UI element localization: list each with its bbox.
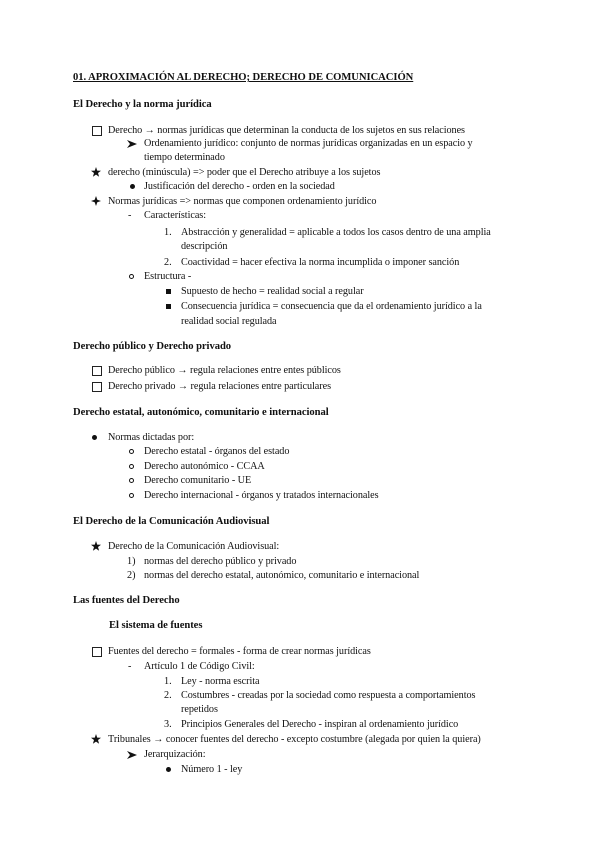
subsection-heading-sistema-fuentes: El sistema de fuentes xyxy=(109,620,203,631)
checkbox-icon[interactable] xyxy=(92,126,102,136)
list-number: 3. xyxy=(164,719,172,730)
dot-bullet-icon xyxy=(130,184,135,189)
list-item: Características: xyxy=(144,210,206,221)
list-number: 1. xyxy=(164,227,172,238)
list-item: Derecho autonómico - CCAA xyxy=(144,461,265,472)
list-item: Fuentes del derecho = formales - forma de crear normas jurídicas xyxy=(108,646,371,657)
arrowhead-bullet-icon xyxy=(127,751,137,759)
square-bullet-icon xyxy=(166,289,171,294)
list-item: Derecho estatal - órganos del estado xyxy=(144,446,290,457)
list-item: normas del derecho público y privado xyxy=(144,556,297,567)
list-number: 2. xyxy=(164,690,172,701)
section-heading-comunicacion-audiovisual: El Derecho de la Comunicación Audiovisual xyxy=(73,516,270,527)
list-item: Coactividad = hacer efectiva la norma incumplida o imponer sanción xyxy=(181,257,460,268)
checkbox-icon[interactable] xyxy=(92,647,102,657)
arrowhead-bullet-icon xyxy=(127,140,137,148)
star-bullet-icon xyxy=(91,167,101,177)
checkbox-icon[interactable] xyxy=(92,382,102,392)
list-item: Ordenamiento jurídico: conjunto de normas jurídicas organizadas en un espacio y xyxy=(144,138,473,149)
list-item: repetidos xyxy=(181,704,218,715)
list-item: Derecho privado → regula relaciones entre particulares xyxy=(108,381,332,392)
list-item: Abstracción y generalidad = aplicable a todos los casos dentro de una amplia xyxy=(181,227,491,238)
list-item: Derecho público → regula relaciones entre entes públicos xyxy=(108,365,341,376)
dash-bullet: - xyxy=(128,210,132,221)
list-item: Consecuencia jurídica = consecuencia que da el ordenamiento jurídico a la xyxy=(181,301,482,312)
dot-bullet-icon xyxy=(166,767,171,772)
section-heading-derecho-norma: El Derecho y la norma jurídica xyxy=(73,99,212,110)
circle-bullet-icon xyxy=(129,274,134,279)
list-item: derecho (minúscula) => poder que el Derecho atribuye a los sujetos xyxy=(108,167,381,178)
list-number: 1. xyxy=(164,676,172,687)
list-item: Ley - norma escrita xyxy=(181,676,260,687)
circle-bullet-icon xyxy=(129,493,134,498)
list-number: 2. xyxy=(164,257,172,268)
list-item: Normas dictadas por: xyxy=(108,432,195,443)
section-heading-fuentes: Las fuentes del Derecho xyxy=(73,595,180,606)
square-bullet-icon xyxy=(166,304,171,309)
list-item: Número 1 - ley xyxy=(181,764,243,775)
list-item: tiempo determinado xyxy=(144,152,225,163)
star-bullet-icon xyxy=(91,734,101,744)
list-item: Jerarquización: xyxy=(144,749,206,760)
section-heading-publico-privado: Derecho público y Derecho privado xyxy=(73,341,232,352)
diamond-bullet-icon xyxy=(91,196,101,206)
circle-bullet-icon xyxy=(129,464,134,469)
list-item: normas del derecho estatal, autonómico, comunitario e internacional xyxy=(144,570,420,581)
list-item: Derecho internacional - órganos y tratados internacionales xyxy=(144,490,379,501)
list-item: Justificación del derecho - orden en la sociedad xyxy=(144,181,335,192)
list-item: Supuesto de hecho = realidad social a regular xyxy=(181,286,364,297)
dot-bullet-icon xyxy=(92,435,97,440)
list-item: realidad social regulada xyxy=(181,316,277,327)
list-item: descripción xyxy=(181,241,228,252)
list-number: 2) xyxy=(127,570,136,581)
list-item: Estructura - xyxy=(144,271,192,282)
list-item: Principios Generales del Derecho - inspiran al ordenamiento jurídico xyxy=(181,719,459,730)
dash-bullet: - xyxy=(128,661,132,672)
circle-bullet-icon xyxy=(129,449,134,454)
list-item: Derecho → normas jurídicas que determinan la conducta de los sujetos en sus relaciones xyxy=(108,125,465,136)
list-item: Tribunales → conocer fuentes del derecho - excepto costumbre (alegada por quien la quiera) xyxy=(108,734,481,745)
list-number: 1) xyxy=(127,556,136,567)
star-bullet-icon xyxy=(91,541,101,551)
list-item: Derecho de la Comunicación Audiovisual: xyxy=(108,541,280,552)
list-item: Derecho comunitario - UE xyxy=(144,475,252,486)
section-heading-estatal: Derecho estatal, autonómico, comunitario e internacional xyxy=(73,407,329,418)
list-item: Costumbres - creadas por la sociedad como respuesta a comportamientos xyxy=(181,690,476,701)
list-item: Normas jurídicas => normas que componen ordenamiento jurídico xyxy=(108,196,377,207)
circle-bullet-icon xyxy=(129,478,134,483)
document-title: 01. APROXIMACIÓN AL DERECHO; DERECHO DE COMUNICACIÓN xyxy=(73,72,414,83)
checkbox-icon[interactable] xyxy=(92,366,102,376)
list-item: Artículo 1 de Código Civil: xyxy=(144,661,255,672)
